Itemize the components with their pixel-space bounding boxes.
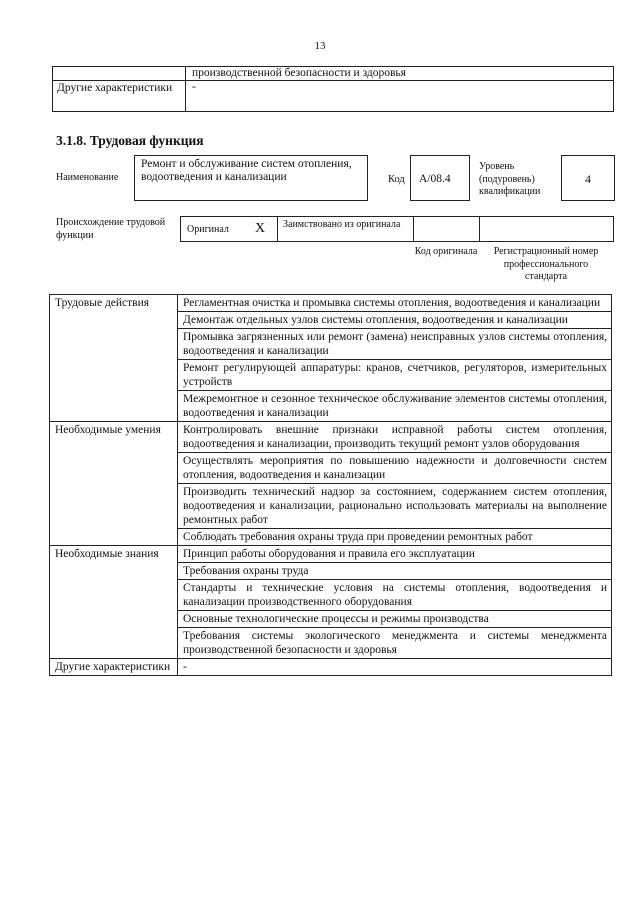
section-label: Трудовые действия xyxy=(50,295,178,422)
continuation-table xyxy=(52,66,614,112)
function-name-box: Ремонт и обслуживание систем отопления, водоотведения и канализации xyxy=(134,155,368,201)
section-label: Необходимые умения xyxy=(50,422,178,546)
reg-number-caption: Регистрационный номер профессионального стандарта xyxy=(493,246,599,282)
level-box: 4 xyxy=(561,155,615,201)
origin-table xyxy=(180,216,614,242)
table-cell: Демонтаж отдельных узлов системы отопления, водоотведения и канализации xyxy=(178,312,612,329)
labor-function-table xyxy=(49,294,612,676)
table-row xyxy=(50,422,612,453)
level-label: Уровень (подуровень) квалификации xyxy=(479,161,541,197)
table-row xyxy=(50,659,612,676)
other-characteristics-value: - xyxy=(185,80,613,111)
section-label: Другие характеристики xyxy=(50,659,178,676)
original-label: Оригинал xyxy=(187,224,229,235)
code-box: A/08.4 xyxy=(410,155,470,201)
table-cell: Принцип работы оборудования и правила его эксплуатации xyxy=(178,546,612,563)
table-cell: Требования системы экологического менеджмента и системы менеджмента производственной безопасности и здоровья xyxy=(178,628,612,659)
original-mark: X xyxy=(255,221,266,236)
borrowed-label: Заимствовано из оригинала xyxy=(283,219,401,230)
origin-reg-cell xyxy=(479,217,613,241)
table-cell: Регламентная очистка и промывка системы отопления, водоотведения и канализации xyxy=(178,295,612,312)
table-cell: Стандарты и технические условия на системы отопления, водоотведения и канализации производственного оборудования xyxy=(178,580,612,611)
table-cell: Соблюдать требования охраны труда при проведении ремонтных работ xyxy=(178,529,612,546)
name-label: Наименование xyxy=(56,172,119,183)
table-cell: Ремонт регулирующей аппаратуры: кранов, счетчиков, регуляторов, измерительных устройств xyxy=(178,360,612,391)
continuation-row xyxy=(53,67,613,81)
section-heading: 3.1.8. Трудовая функция xyxy=(56,133,204,148)
table-cell: - xyxy=(178,659,612,676)
code-label: Код xyxy=(388,174,405,185)
table-row xyxy=(50,546,612,563)
section-label: Необходимые знания xyxy=(50,546,178,659)
origin-label: Происхождение трудовой функции xyxy=(56,217,166,241)
table-cell: Промывка загрязненных или ремонт (замена) неисправных узлов системы отопления, водоотведения и канализации xyxy=(178,329,612,360)
origin-borrowed-cell xyxy=(277,217,414,241)
origin-code-cell xyxy=(413,217,480,241)
table-cell: Межремонтное и сезонное техническое обслуживание элементов системы отопления, водоотведения и канализации xyxy=(178,391,612,422)
continuation-cell: производственной безопасности и здоровья xyxy=(185,67,613,80)
table-cell: Требования охраны труда xyxy=(178,563,612,580)
origin-original-cell xyxy=(181,217,278,241)
table-cell: Производить технический надзор за состоянием, содержанием систем отопления, водоотведения и канализации, рационально использовать материалы на выполнение ремонтных работ xyxy=(178,484,612,529)
table-cell: Контролировать внешние признаки исправной работы систем отопления, водоотведения и канализации, производить текущий ремонт узлов оборудования xyxy=(178,422,612,453)
table-cell: Осуществлять мероприятия по повышению надежности и долговечности систем отопления, водоотведения и канализации xyxy=(178,453,612,484)
table-cell: Основные технологические процессы и режимы производства xyxy=(178,611,612,628)
other-characteristics-label: Другие характеристики xyxy=(57,82,173,94)
table-row xyxy=(50,295,612,312)
code-original-caption: Код оригинала xyxy=(414,246,478,257)
page-number: 13 xyxy=(314,40,326,52)
